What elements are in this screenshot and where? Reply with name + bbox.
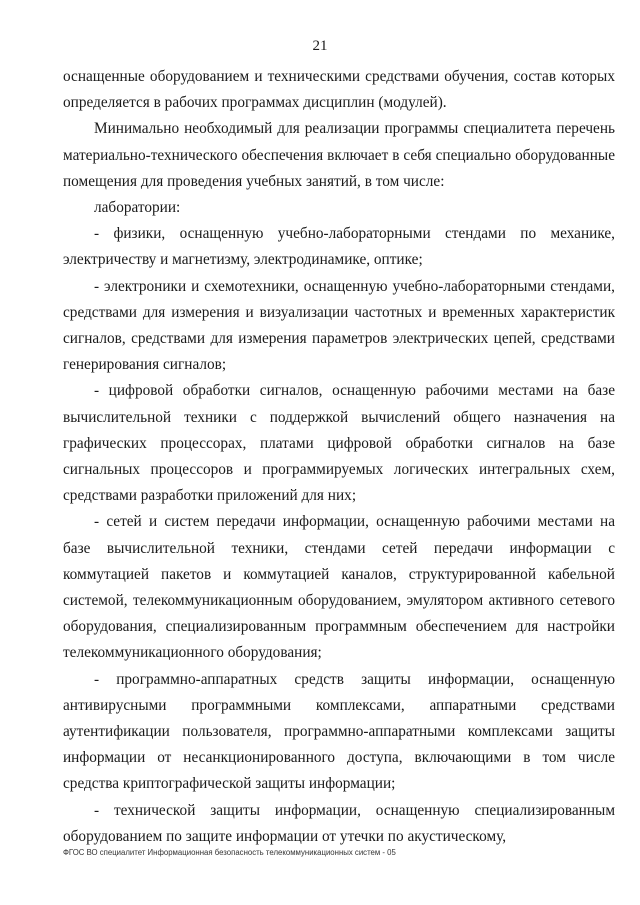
paragraph-9: - технической защиты информации, оснащенную специализированным оборудованием по защите информации от утечки по акустическому,	[63, 801, 615, 845]
paragraph-8: - программно-аппаратных средств защиты информации, оснащенную антивирусными программными комплексами, аппаратными средствами аутентификации пользователя, программно-аппаратными комплексами защиты информации от несанкционированного доступа, включающими в том числе средства криптографической защиты информации;	[63, 670, 615, 793]
page-number: 21	[312, 38, 328, 54]
paragraph-2: Минимально необходимый для реализации программы специалитета перечень материально-технического обеспечения включает в себя специально оборудованные помещения для проведения учебных занятий, в том числе:	[63, 120, 615, 190]
paragraph-7: - сетей и систем передачи информации, оснащенную рабочими местами на базе вычислительной техники, стендами сетей передачи информации с коммутацией пакетов и коммутацией каналов, структурированной кабельной системой, телекоммуникационным оборудованием, эмулятором активного сетевого оборудования, специализированным программным обеспечением для настройки телекоммуникационного оборудования;	[63, 513, 615, 662]
paragraph-4: - физики, оснащенную учебно-лабораторными стендами по механике, электричеству и магнетизму, электродинамике, оптике;	[63, 225, 615, 269]
document-body	[63, 64, 615, 850]
paragraph-3: лаборатории:	[94, 199, 181, 217]
paragraph-6: - цифровой обработки сигналов, оснащенную рабочими местами на базе вычислительной техники с поддержкой вычислений общего назначения на графических процессорах, платами цифровой обработки сигналов на базе сигнальных процессоров и программируемых логических интегральных схем, средствами разработки приложений для них;	[63, 382, 615, 505]
paragraph-1: оснащенные оборудованием и техническими средствами обучения, состав которых определяется в рабочих программах дисциплин (модулей).	[63, 68, 615, 112]
paragraph-5: - электроники и схемотехники, оснащенную учебно-лабораторными стендами, средствами для измерения и визуализации частотных и временных характеристик сигналов, средствами для измерения параметров электрических цепей, средствами генерирования сигналов;	[63, 277, 615, 374]
page-footer: ФГОС ВО специалитет Информационная безопасность телекоммуникационных систем - 05	[63, 848, 396, 857]
